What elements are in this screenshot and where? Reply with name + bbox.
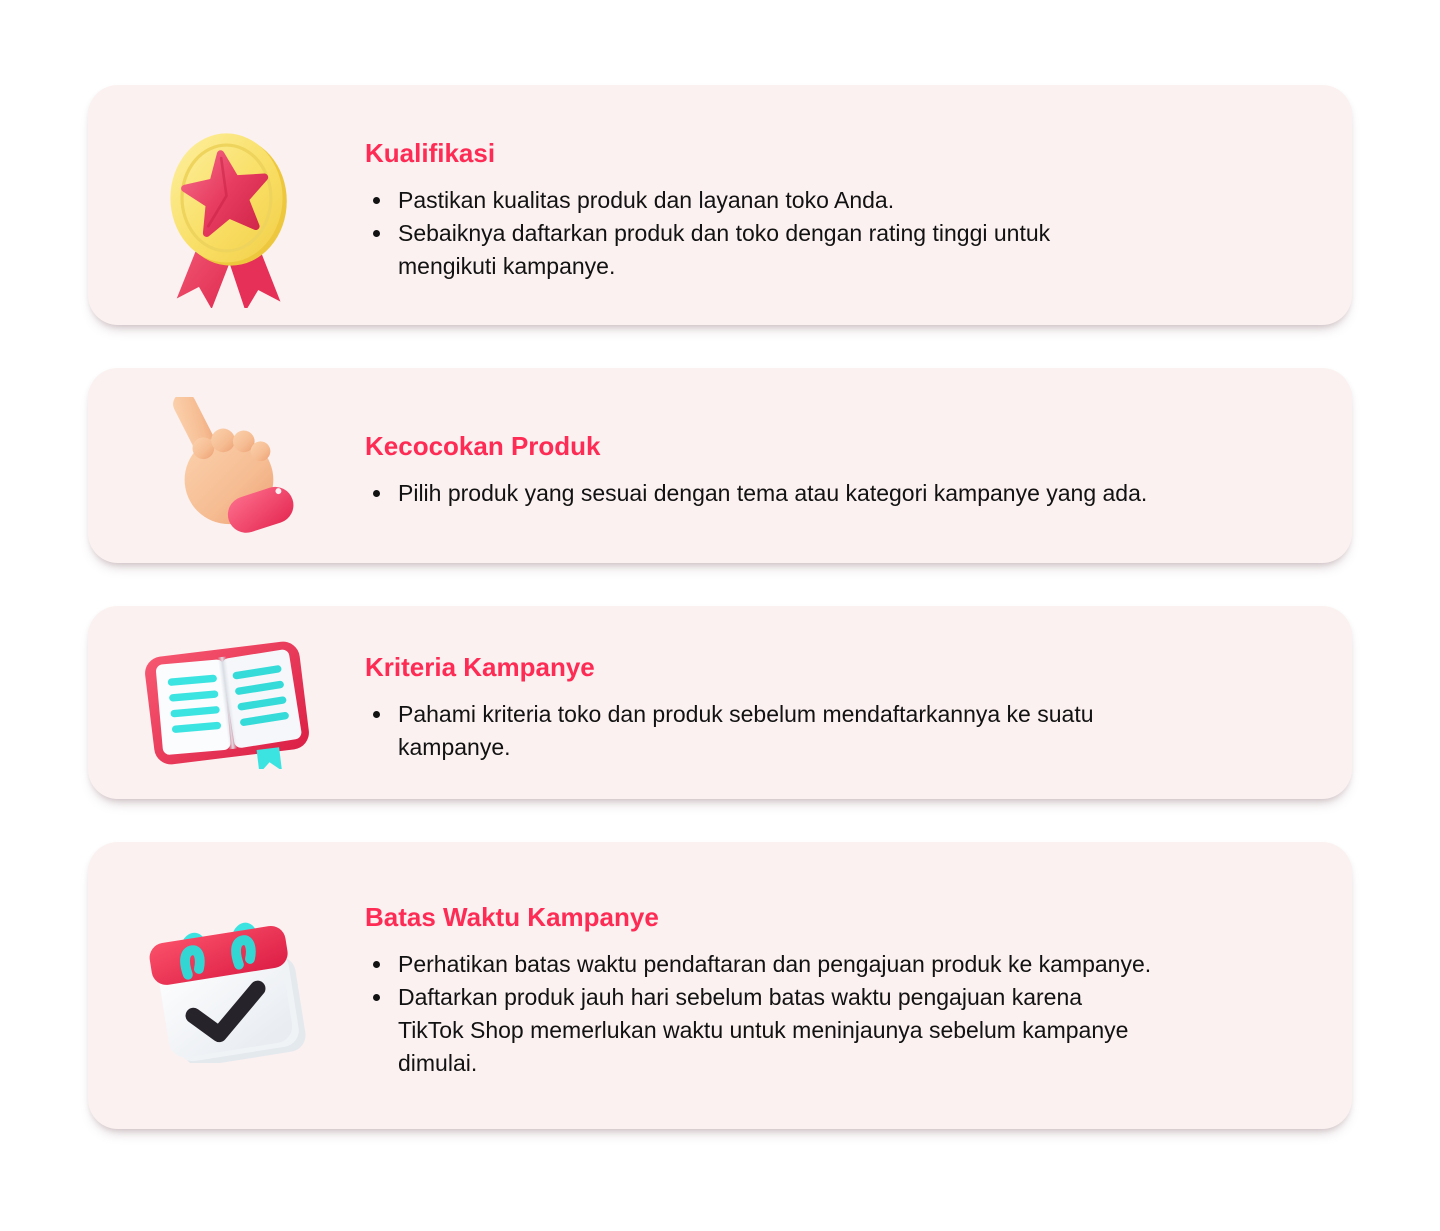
bullet-list [365, 184, 1153, 283]
card-kriteria-kampanye [88, 606, 1352, 799]
bullet-list [365, 698, 1153, 764]
bullet-list [365, 477, 1153, 510]
medal-icon [166, 126, 288, 308]
text-column [365, 892, 1352, 1080]
card-batas-waktu-kampanye [88, 842, 1352, 1129]
text-column [365, 128, 1352, 283]
bullet-item: Daftarkan produk jauh hari sebelum batas waktu pengajuan karena TikTok Shop memerlukan waktu untuk meninjaunya sebelum kampanye dimulai. [365, 981, 1153, 1080]
icon-column [88, 397, 365, 535]
card-title: Kriteria Kampanye [365, 651, 595, 682]
bullet-item: Perhatikan batas waktu pendaftaran dan pengajuan produk ke kampanye. [365, 948, 1153, 981]
info-card-list [88, 85, 1352, 1129]
card-title: Batas Waktu Kampanye [365, 901, 659, 932]
text-column [365, 421, 1352, 510]
bullet-list [365, 948, 1153, 1080]
icon-column [88, 908, 365, 1063]
open-book-icon [143, 637, 311, 769]
bullet-item: Pilih produk yang sesuai dengan tema atau kategori kampanye yang ada. [365, 477, 1153, 510]
bullet-item: Pahami kriteria toko dan produk sebelum mendaftarkannya ke suatu kampanye. [365, 698, 1153, 764]
card-kecocokan-produk [88, 368, 1352, 563]
icon-column [88, 114, 365, 296]
bullet-item: Pastikan kualitas produk dan layanan toko Anda. [365, 184, 1153, 217]
text-column [365, 642, 1352, 764]
card-title: Kecocokan Produk [365, 431, 601, 461]
pointing-hand-icon [158, 397, 296, 535]
card-kualifikasi [88, 85, 1352, 325]
bullet-item: Sebaiknya daftarkan produk dan toko dengan rating tinggi untuk mengikuti kampanye. [365, 217, 1153, 283]
icon-column [88, 637, 365, 769]
card-title: Kualifikasi [365, 137, 496, 168]
calendar-check-icon [146, 908, 308, 1063]
